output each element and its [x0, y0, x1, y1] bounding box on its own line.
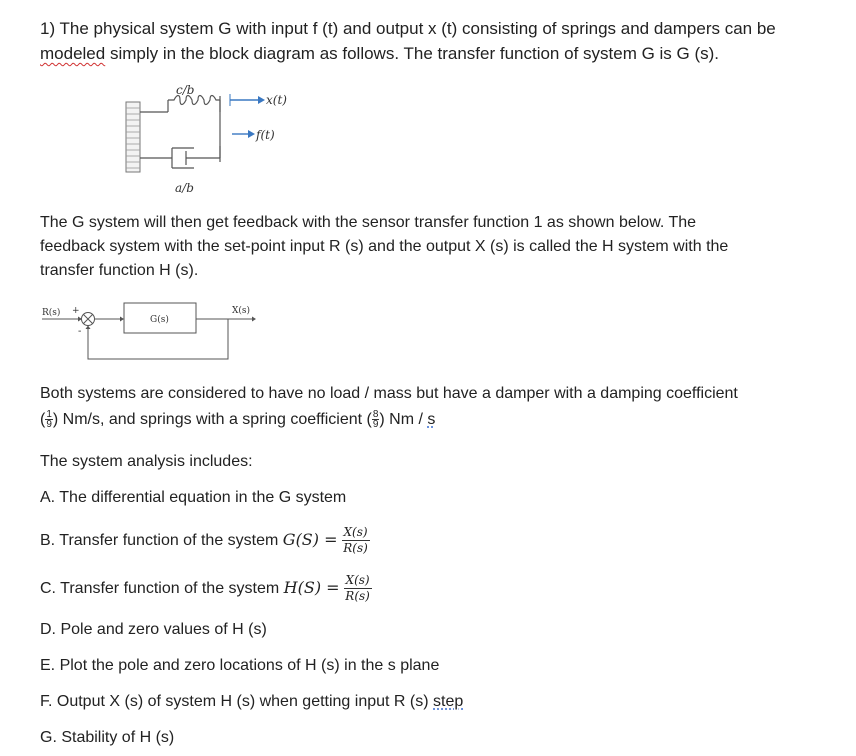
item-f: F. Output X (s) of system H (s) when getting input R (s) step	[40, 693, 464, 710]
unit-s: s	[427, 411, 436, 428]
input-label: R(s)	[42, 308, 61, 318]
question-intro	[40, 16, 780, 66]
minus-sign: -	[78, 326, 82, 337]
spring-label: c/b	[176, 83, 195, 97]
plus-sign: +	[72, 306, 80, 316]
step-word: step	[433, 693, 464, 710]
transfer-fraction-b: $\frac{X(s)}{R(s)}$	[343, 525, 368, 556]
output-label: X(s)	[232, 306, 251, 316]
summing-junction	[82, 313, 95, 326]
damper	[140, 146, 220, 168]
transfer-fraction-c: $\frac{X(s)}{R(s)}$	[345, 573, 370, 604]
h-of-s: H(S) =	[283, 578, 340, 597]
block-label: G(s)	[150, 315, 169, 325]
item-g: G. Stability of H (s)	[40, 729, 175, 746]
spring-coefficient: $\frac{8}{9}$	[372, 409, 379, 431]
item-a: A. The differential equation in the G system	[40, 489, 347, 506]
analysis-heading: The system analysis includes:	[40, 453, 253, 470]
g-of-s: G(S) =	[282, 530, 338, 549]
feedback-description: The G system will then get feedback with the sensor transfer function 1 as shown below. The feedback system with the set-point input R (s) and the output X (s) is called the H system with the transfer function H (s).	[40, 214, 729, 279]
item-d: D. Pole and zero values of H (s)	[40, 621, 267, 638]
parameters-line-2: ( $\frac{1}{9}$ ) Nm/s, and springs with a spring coefficient ( $\frac{8}{9}$ ) Nm / s	[40, 409, 436, 431]
output-label: x(t)	[266, 93, 287, 107]
spring	[140, 96, 220, 113]
intro-text-1: 1) The physical system G with input f (t) and output x (t) consisting of springs and dampers can be	[40, 19, 776, 38]
input-label: f(t)	[256, 128, 275, 142]
damping-coefficient: $\frac{1}{9}$	[46, 409, 52, 431]
spellcheck-word: modeled	[40, 44, 106, 63]
damper-label: a/b	[175, 181, 194, 195]
parameters-line-1: Both systems are considered to have no load / mass but have a damper with a damping coefficient	[40, 385, 738, 402]
spring-damper-diagram	[120, 82, 300, 198]
item-e: E. Plot the pole and zero locations of H (s) in the s plane	[40, 657, 440, 674]
item-b: B. Transfer function of the system G(S) = $\frac{X(s)}{R(s)}$	[40, 525, 368, 556]
item-c: C. Transfer function of the system H(S) = $\frac{X(s)}{R(s)}$	[40, 573, 370, 604]
fixed-wall	[126, 102, 140, 172]
intro-text-2: simply in the block diagram as follows. The transfer function of system G is G (s).	[105, 44, 720, 63]
feedback-block-diagram	[42, 300, 268, 366]
